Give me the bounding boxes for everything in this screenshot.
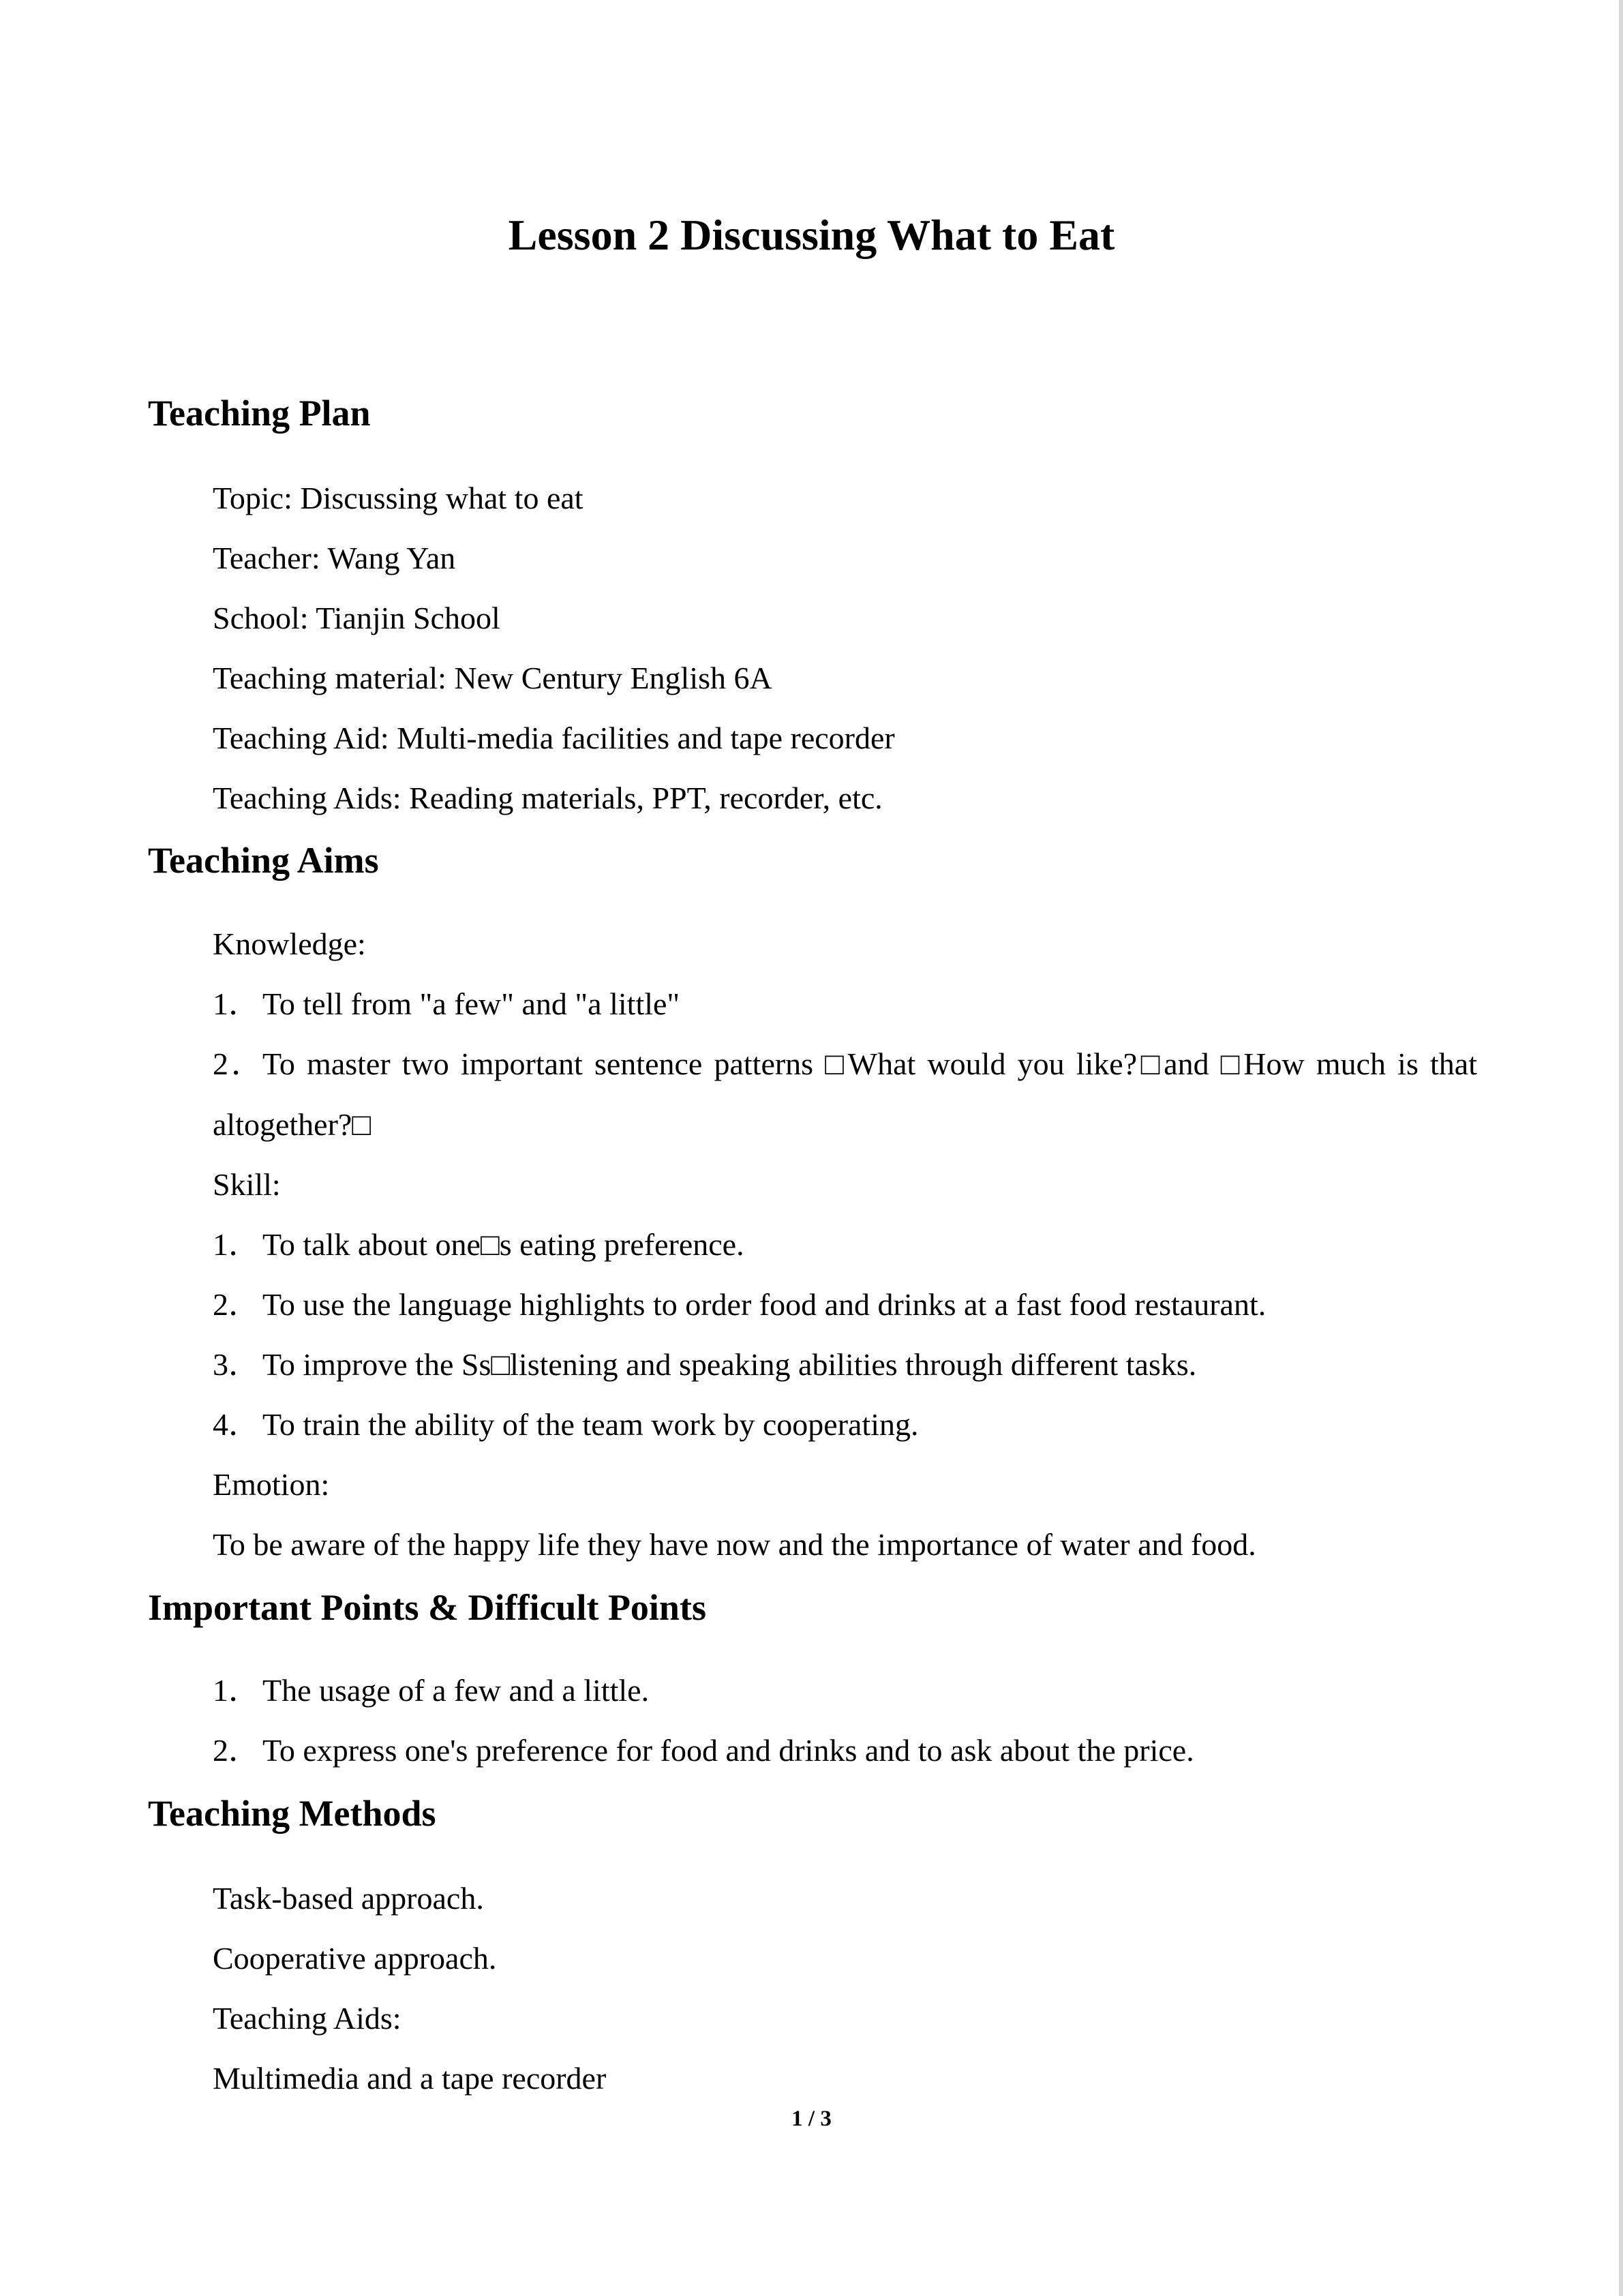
skill-item-4 bbox=[213, 1404, 919, 1445]
methods-aids-text: Multimedia and a tape recorder bbox=[213, 2061, 607, 2096]
page-edge bbox=[1619, 0, 1623, 2296]
plan-aid: Teaching Aid: Multi-media facilities and tape recorder bbox=[213, 721, 895, 755]
knowledge-item-2 bbox=[213, 1044, 1477, 1085]
emotion-label: Emotion: bbox=[213, 1467, 330, 1502]
heading-teaching-aims: Teaching Aims bbox=[148, 840, 379, 881]
heading-important-points: Important Points & Difficult Points bbox=[148, 1587, 706, 1628]
heading-teaching-methods: Teaching Methods bbox=[148, 1793, 436, 1834]
knowledge-item-1 bbox=[213, 984, 680, 1025]
skill-label: Skill: bbox=[213, 1167, 281, 1202]
methods-task-based: Task-based approach. bbox=[213, 1881, 484, 1916]
item-number: 1． bbox=[213, 1227, 260, 1262]
item-text: To tell from "a few" and "a little" bbox=[262, 986, 680, 1021]
document-title: Lesson 2 Discussing What to Eat bbox=[508, 211, 1115, 259]
emotion-text: To be aware of the happy life they have now and the importance of water and food. bbox=[213, 1527, 1256, 1562]
item-text: To express one's preference for food and drinks and to ask about the price. bbox=[262, 1733, 1194, 1768]
item-number: 4． bbox=[213, 1407, 260, 1442]
methods-cooperative: Cooperative approach. bbox=[213, 1941, 497, 1976]
heading-teaching-plan: Teaching Plan bbox=[148, 393, 371, 434]
plan-school: School: Tianjin School bbox=[213, 601, 500, 635]
item-number: 3． bbox=[213, 1347, 260, 1382]
knowledge-label: Knowledge: bbox=[213, 926, 366, 961]
item-number: 2． bbox=[213, 1046, 262, 1081]
item-number: 2． bbox=[213, 1733, 260, 1768]
points-item-1 bbox=[213, 1670, 649, 1711]
skill-item-3 bbox=[213, 1344, 1196, 1385]
plan-material: Teaching material: New Century English 6A bbox=[213, 661, 772, 695]
item-text: To improve the Ss□listening and speaking abilities through different tasks. bbox=[262, 1347, 1197, 1382]
item-text: To master two important sentence patterns □What would you like?□and □How much is that bbox=[262, 1046, 1477, 1081]
skill-item-2 bbox=[213, 1284, 1266, 1325]
knowledge-item-2-continuation: altogether?□ bbox=[213, 1107, 371, 1142]
item-text: To use the language highlights to order food and drinks at a fast food restaurant. bbox=[262, 1287, 1266, 1322]
item-number: 1． bbox=[213, 986, 260, 1021]
item-number: 2． bbox=[213, 1287, 260, 1322]
item-text: The usage of a few and a little. bbox=[262, 1673, 650, 1708]
methods-aids-label: Teaching Aids: bbox=[213, 2001, 401, 2036]
plan-topic: Topic: Discussing what to eat bbox=[213, 481, 583, 515]
plan-teacher: Teacher: Wang Yan bbox=[213, 541, 456, 575]
plan-aids: Teaching Aids: Reading materials, PPT, recorder, etc. bbox=[213, 781, 883, 815]
item-text: To talk about one□s eating preference. bbox=[262, 1227, 744, 1262]
item-text: To train the ability of the team work by cooperating. bbox=[262, 1407, 919, 1442]
item-number: 1． bbox=[213, 1673, 260, 1708]
points-item-2 bbox=[213, 1730, 1194, 1771]
skill-item-1 bbox=[213, 1224, 744, 1265]
page-number: 1 / 3 bbox=[791, 2106, 832, 2131]
